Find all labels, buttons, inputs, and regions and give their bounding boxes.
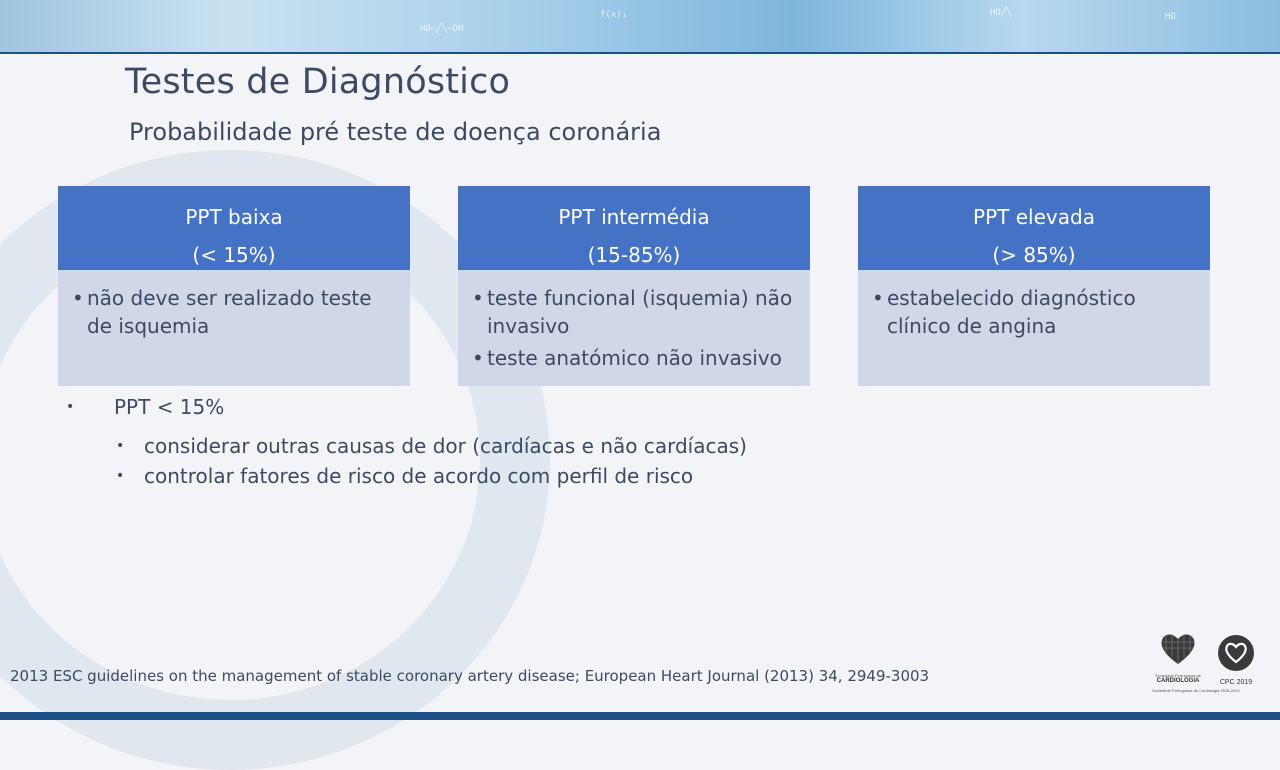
heart-grid-icon <box>1160 632 1196 666</box>
slide-title: Testes de Diagnóstico <box>125 62 511 102</box>
molecule-decoration: HO—╱╲—OH <box>420 24 464 34</box>
card-body <box>858 270 1210 386</box>
card-ppt-elevada <box>858 186 1210 386</box>
molecule-decoration-right: HO╱╲ <box>990 8 1012 18</box>
card-item-text: estabelecido diagnóstico clínico de angina <box>887 286 1136 338</box>
molecule-decoration-far-right: HO <box>1165 12 1176 22</box>
list-item-text: PPT < 15% <box>114 395 225 419</box>
card-item <box>472 344 800 372</box>
card-ppt-intermedia <box>458 186 810 386</box>
list-item-text: considerar outras causas de dor (cardíacas e não cardíacas) <box>144 434 747 458</box>
bullet-icon: • <box>116 438 125 454</box>
card-body <box>58 270 410 386</box>
bullet-icon: • <box>116 468 125 484</box>
notes-list <box>66 393 747 491</box>
cpc-logo-text: CPC 2019 <box>1219 679 1253 686</box>
spc-logo-line1: Sociedade Portuguesa de <box>1154 673 1202 678</box>
slide-subtitle: Probabilidade pré teste de doença coronária <box>129 118 662 146</box>
spc-logo-line2: CARDIOLOGIA <box>1156 678 1200 684</box>
card-item <box>72 284 400 340</box>
bullet-icon: • <box>472 346 484 370</box>
card-ppt-baixa <box>58 186 410 386</box>
card-item-text: teste funcional (isquemia) não invasivo <box>487 286 793 338</box>
card-header <box>58 186 410 270</box>
card-range: (> 85%) <box>992 243 1076 267</box>
card-header <box>458 186 810 270</box>
list-item-text: controlar fatores de risco de acordo com perfil de risco <box>144 464 694 488</box>
card-item <box>872 284 1200 340</box>
footer-bar <box>0 712 1280 720</box>
banner-underline <box>0 52 1280 54</box>
reference-citation: 2013 ESC guidelines on the management of stable coronary artery disease; European Heart Journal (2013) 34, 2949-3003 <box>10 667 930 685</box>
logo-footer: Sociedade Portuguesa de Cardiologia 2018-2019 <box>1152 688 1240 693</box>
card-item <box>472 284 800 340</box>
card-range: (< 15%) <box>192 243 276 267</box>
header-banner <box>0 0 1280 54</box>
list-item <box>66 393 747 421</box>
card-label: PPT elevada <box>973 205 1095 229</box>
bullet-icon: • <box>472 286 484 310</box>
card-label: PPT intermédia <box>558 205 710 229</box>
card-label: PPT baixa <box>185 205 283 229</box>
formula-decoration: f(x)₁ <box>600 10 628 20</box>
sub-list <box>66 431 747 491</box>
heart-circle-icon <box>1217 634 1255 672</box>
cpc-logo <box>1214 634 1258 686</box>
card-range: (15-85%) <box>587 243 681 267</box>
spc-logo <box>1150 632 1206 694</box>
list-item <box>116 431 747 461</box>
bullet-icon: • <box>872 286 884 310</box>
bullet-icon: • <box>72 286 84 310</box>
card-header <box>858 186 1210 270</box>
card-body <box>458 270 810 386</box>
card-item-text: teste anatómico não invasivo <box>487 346 782 370</box>
card-item-text: não deve ser realizado teste de isquemia <box>87 286 372 338</box>
list-item <box>116 461 747 491</box>
bullet-icon: • <box>66 399 75 415</box>
